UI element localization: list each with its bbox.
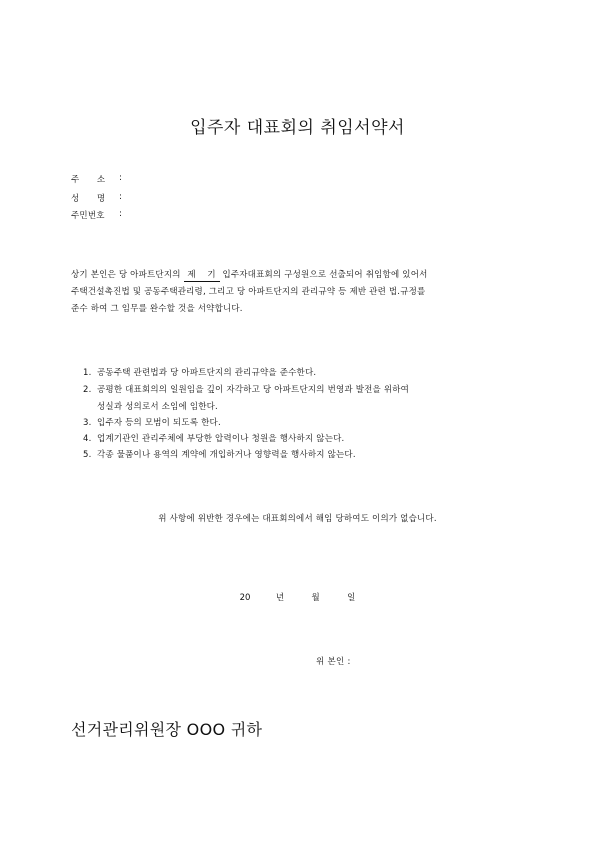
day-unit: 일 (347, 593, 356, 603)
list-item-2-continued (97, 400, 218, 412)
pledge-paragraph (71, 267, 428, 318)
year-unit: 년 (275, 593, 285, 603)
address-field (71, 173, 123, 185)
date-line (0, 591, 595, 603)
document-title: 입주자 대표회의 취임서약서 (190, 118, 405, 138)
list-item-number: 2. (83, 385, 92, 395)
year-prefix: 20 (239, 593, 251, 603)
violation-note: 위 사항에 위반한 경우에는 대표회의에서 해임 당하여도 이의가 없습니다. (158, 514, 437, 524)
pledge-line-1-end: 입주자대표회의 구성원으로 선출되어 취임함에 있어서 (222, 270, 428, 280)
list-item-number: 1. (83, 368, 92, 378)
address-label: 주 소 (71, 175, 106, 185)
pledge-line-3: 준수 하여 그 임무를 완수할 것을 서약합니다. (71, 304, 243, 314)
address-colon: : (119, 173, 123, 183)
list-item-text: 공평한 대표회의의 일원임을 깊이 자각하고 당 아파트단지의 번영과 발전을 위하여 (97, 385, 410, 395)
list-item-2 (83, 383, 409, 395)
id-number-colon: : (119, 209, 123, 219)
list-item-text: 성실과 성의로서 소임에 임한다. (97, 402, 218, 412)
name-field (71, 192, 123, 204)
signer-label: 위 본인 : (316, 657, 351, 667)
district-number-blank: 제 기 (184, 270, 220, 282)
id-number-label: 주민번호 (71, 211, 105, 221)
list-item-5 (83, 448, 356, 460)
list-item-number: 4. (83, 434, 92, 444)
pledge-line-1 (71, 267, 428, 284)
id-number-field (71, 209, 123, 221)
list-item-text: 입주자 등의 모범이 되도록 한다. (97, 418, 221, 428)
pledge-line-2: 주택건설촉진법 및 공동주택관리령, 그리고 당 아파트단지의 관리규약 등 제반 관련 법.규정를 (71, 287, 426, 297)
list-item-number: 5. (83, 450, 92, 460)
list-item-text: 공동주택 관련법과 당 아파트단지의 관리규약을 준수한다. (97, 368, 317, 378)
addressee: 선거관리위원장 OOO 귀하 (71, 720, 263, 739)
month-unit: 월 (311, 593, 320, 603)
list-item-number: 3. (83, 418, 92, 428)
list-item-text: 업계기관인 관리주체에 부당한 압력이나 청원을 행사하지 않는다. (97, 434, 345, 444)
name-colon: : (119, 192, 123, 202)
name-label: 성 명 (71, 194, 106, 204)
list-item-1 (83, 366, 316, 378)
pledge-line-1-start: 상기 본인은 당 아파트단지의 (71, 270, 181, 280)
list-item-4 (83, 432, 344, 444)
list-item-3 (83, 416, 221, 428)
list-item-text: 각종 물품이나 용역의 계약에 개입하거나 영향력을 행사하지 않는다. (97, 450, 356, 460)
